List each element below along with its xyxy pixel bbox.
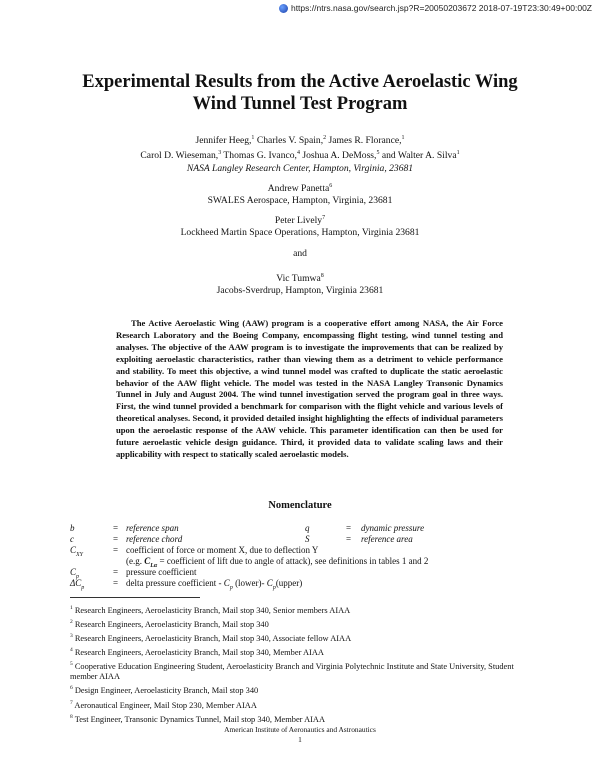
footnote bbox=[70, 645, 530, 658]
and-separator bbox=[0, 248, 600, 260]
nom-equals: = bbox=[113, 534, 119, 544]
and-text: and bbox=[293, 248, 307, 259]
footnote-num: 4 bbox=[70, 647, 73, 654]
nasa-ntrs-icon bbox=[279, 4, 288, 13]
sym-main: ΔC bbox=[70, 578, 82, 588]
author-sup: 2 bbox=[323, 135, 327, 141]
nom-equals: = bbox=[113, 523, 119, 533]
footnote bbox=[70, 659, 530, 682]
author-sup: 6 bbox=[329, 183, 333, 189]
author-sup: 1 bbox=[456, 150, 460, 157]
footnote-num: 3 bbox=[70, 633, 73, 640]
footnote-num: 7 bbox=[70, 699, 73, 706]
sym-sub: p bbox=[81, 584, 85, 591]
authors-line-1 bbox=[0, 132, 600, 147]
footnotes bbox=[70, 603, 530, 726]
footnote-text: Research Engineers, Aeroelasticity Branch, Mail stop 340, Associate fellow AIAA bbox=[74, 633, 352, 643]
author-name: Carol D. Wieseman, bbox=[140, 150, 219, 162]
nom-def-q: dynamic pressure bbox=[361, 523, 425, 533]
nom-def-c: reference chord bbox=[126, 534, 183, 544]
nom-def-b: reference span bbox=[126, 523, 179, 533]
nom-def-cxy: coefficient of force or moment X, due to deflection Y bbox=[126, 545, 319, 555]
author-sup: 4 bbox=[296, 150, 300, 157]
author-name: Vic Tumwa bbox=[276, 273, 321, 285]
nom-symbol-dcp bbox=[70, 578, 84, 591]
nom-symbol-q: q bbox=[305, 523, 310, 533]
nom-def-dcp bbox=[126, 578, 302, 591]
footnote bbox=[70, 603, 530, 616]
stamp-url[interactable]: https://ntrs.nasa.gov/search.jsp?R=20050203672 2018-07-19T23:30:49+00:00Z bbox=[290, 3, 592, 13]
author-affiliation: Lockheed Martin Space Operations, Hampton, Virginia 23681 bbox=[180, 227, 420, 239]
sym-main: C bbox=[70, 567, 77, 577]
nom-equals: = bbox=[113, 578, 119, 588]
footnote bbox=[70, 698, 530, 711]
footnote bbox=[70, 712, 530, 725]
nom-equals: = bbox=[113, 545, 119, 555]
author-name: Peter Lively bbox=[274, 215, 323, 227]
author-sup: 5 bbox=[376, 150, 380, 157]
nom-def-S: reference area bbox=[361, 534, 413, 544]
nom-equals: = bbox=[346, 534, 352, 544]
sym-sub: XY bbox=[76, 551, 84, 558]
ex-sym: C bbox=[144, 556, 151, 566]
dcp-term-sub: p bbox=[229, 584, 233, 591]
ex-sub: Lα bbox=[150, 562, 158, 569]
author-sup: 1 bbox=[401, 135, 405, 141]
ex-prefix: (e.g. bbox=[126, 556, 145, 566]
ex-rest: = coefficient of lift due to angle of attack), see definitions in tables 1 and 2 bbox=[157, 556, 429, 566]
author-affiliation: NASA Langley Research Center, Hampton, Virginia, 23681 bbox=[186, 162, 414, 174]
footnote bbox=[70, 683, 530, 696]
dcp-term-rest: (upper) bbox=[275, 578, 303, 588]
author-sup: 3 bbox=[218, 150, 222, 157]
title-line-2: Wind Tunnel Test Program bbox=[192, 94, 408, 114]
author-lively bbox=[0, 212, 600, 240]
ntrs-stamp bbox=[279, 3, 592, 13]
footnote-text: Research Engineers, Aeroelasticity Branch, Mail stop 340 bbox=[74, 619, 269, 629]
author-sup: 8 bbox=[320, 273, 324, 279]
page-footer bbox=[0, 725, 600, 745]
author-affiliation: SWALES Aerospace, Hampton, Virginia, 23681 bbox=[207, 195, 393, 207]
paper-title bbox=[0, 71, 600, 115]
author-sup: 7 bbox=[322, 215, 326, 221]
footnote-num: 8 bbox=[70, 713, 73, 720]
dcp-term: C bbox=[223, 578, 230, 588]
nom-equals: = bbox=[113, 567, 119, 577]
nomenclature-heading: Nomenclature bbox=[268, 500, 332, 511]
author-name: James R. Florance, bbox=[326, 135, 402, 147]
footnote-num: 5 bbox=[70, 661, 73, 668]
footnote-text: Research Engineers, Aeroelasticity Branch, Mail stop 340, Senior members AIAA bbox=[74, 605, 351, 615]
authors-line-2 bbox=[0, 147, 600, 162]
nom-def-cp: pressure coefficient bbox=[126, 567, 197, 577]
author-name: and Walter A. Silva bbox=[379, 150, 457, 162]
dcp-term-rest: (lower)- bbox=[232, 578, 267, 588]
footnote-text: Research Engineers, Aeroelasticity Branch, Mail stop 340, Member AIAA bbox=[74, 648, 324, 658]
nom-symbol-c: c bbox=[70, 534, 74, 544]
author-name: Thomas G. Ivanco, bbox=[221, 150, 297, 162]
author-tumwa bbox=[0, 270, 600, 298]
author-name: Andrew Panetta bbox=[267, 183, 330, 195]
page-number: 1 bbox=[298, 735, 302, 744]
sym-main: C bbox=[70, 545, 77, 555]
title-line-1: Experimental Results from the Active Aeroelastic Wing bbox=[82, 72, 518, 92]
nom-equals: = bbox=[346, 523, 352, 533]
author-name: Jennifer Heeg, bbox=[195, 135, 252, 147]
author-affiliation: Jacobs-Sverdrup, Hampton, Virginia 23681 bbox=[216, 285, 384, 297]
footer-org: American Institute of Aeronautics and Astronautics bbox=[224, 725, 376, 734]
abstract: The Active Aeroelastic Wing (AAW) program is a cooperative effort among NASA, the Air Force Research Laboratory and the Boeing Company, encompassing flight testing, wind tunnel testing and analyses. The objective of the AAW program is to investigate the improvements that can be realized by exploiting aeroelastic characteristics, rather than viewing them as a detriment to vehicle performance and stability. To meet this objective, a wind tunnel model was crafted to duplicate the static aeroelastic behavior of the AAW flight vehicle. The model was tested in the NASA Langley Transonic Dynamics Tunnel in July and August 2004. The wind tunnel investigation served the program goal in three ways. First, the wind tunnel provided a benchmark for comparison with the flight vehicle and various levels of theoretical analyses. Second, it provided detailed insight highlighting the effects of individual parameters upon the aeroelastic response of the AAW vehicle. This parameter identification can then be used for future aeroelastic vehicle design guidance. Third, it provided data to validate scaling laws and their applicability with respect to statically scaled aeroelastic models. bbox=[116, 318, 503, 459]
nom-symbol-S: S bbox=[305, 534, 310, 544]
author-sup: 1 bbox=[251, 135, 255, 141]
sym-sub: p bbox=[76, 573, 80, 580]
footnote-num: 2 bbox=[70, 619, 73, 626]
footnote-text: Aeronautical Engineer, Mail Stop 230, Member AIAA bbox=[74, 700, 257, 710]
dcp-term-sub: p bbox=[272, 584, 276, 591]
nom-symbol-b: b bbox=[70, 523, 75, 533]
authors-block bbox=[0, 132, 600, 175]
footnote-num: 1 bbox=[70, 605, 73, 611]
footnote-text: Test Engineer, Transonic Dynamics Tunnel, Mail stop 340, Member AIAA bbox=[74, 714, 326, 724]
dcp-prefix: delta pressure coefficient - bbox=[126, 578, 224, 588]
footnote-text: Design Engineer, Aeroelasticity Branch, Mail stop 340 bbox=[74, 686, 259, 696]
author-name: Joshua A. DeMoss, bbox=[299, 150, 377, 162]
dcp-term: C bbox=[266, 578, 273, 588]
author-panetta bbox=[0, 180, 600, 208]
footnote-divider bbox=[70, 597, 200, 598]
nom-symbol-cxy bbox=[70, 545, 83, 558]
author-name: Charles V. Spain, bbox=[254, 135, 324, 147]
footnote-text: Cooperative Education Engineering Student, Aeroelasticity Branch and Virginia Polytechnic Institute and State University, Student member AIAA bbox=[70, 662, 514, 682]
footnote bbox=[70, 631, 530, 644]
footnote-num: 6 bbox=[70, 685, 73, 692]
footnote bbox=[70, 617, 530, 630]
